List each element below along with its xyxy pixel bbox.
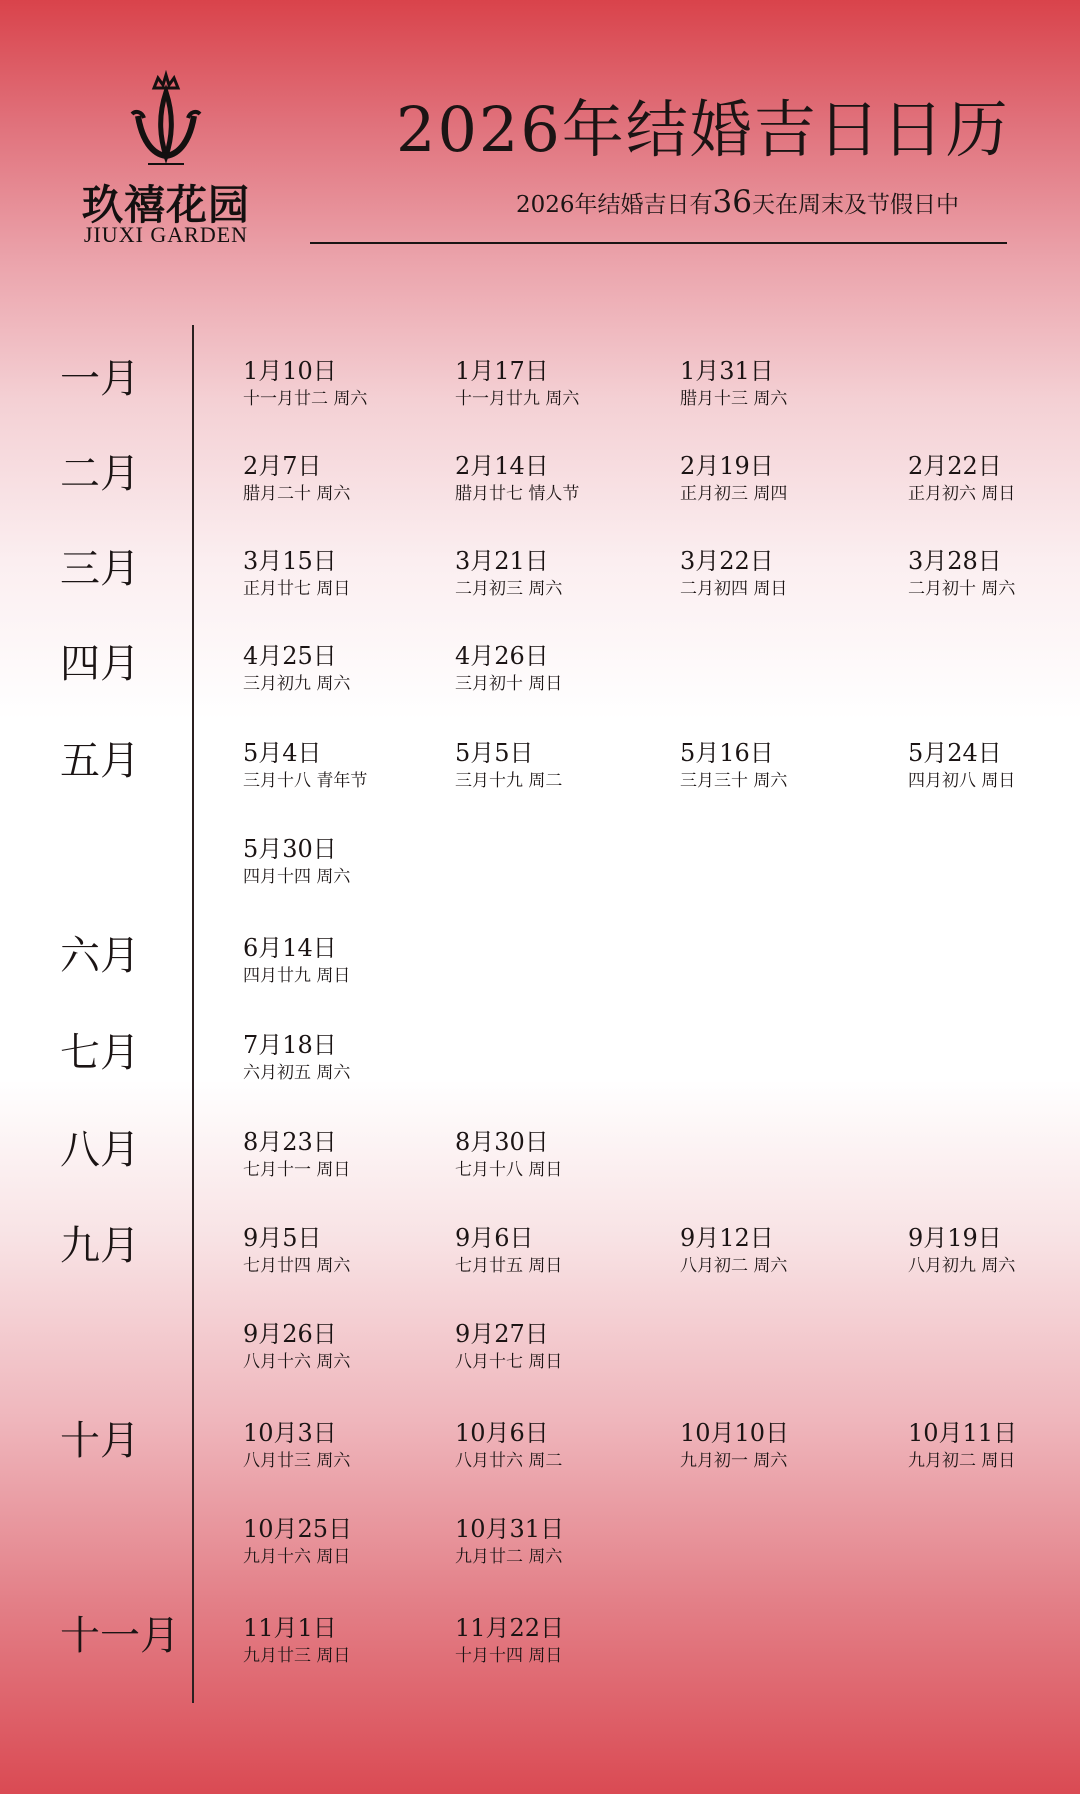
month-label: 五月 — [60, 738, 140, 784]
solar-date: 9月12日 — [680, 1224, 774, 1252]
wedding-date-entry — [455, 1318, 562, 1374]
month-label: 六月 — [60, 933, 140, 979]
month-label: 二月 — [60, 451, 140, 497]
page-subtitle — [516, 184, 959, 220]
wedding-date-entry — [908, 1417, 1017, 1473]
solar-date: 10月10日 — [680, 1419, 790, 1447]
solar-date: 5月4日 — [243, 739, 322, 767]
wedding-date-entry — [243, 1318, 350, 1374]
wedding-date-entry — [243, 450, 350, 506]
wedding-date-entry — [908, 450, 1015, 506]
lunar-date-weekday: 正月初六 周日 — [908, 484, 1016, 504]
solar-date: 5月30日 — [243, 835, 337, 863]
solar-date: 4月26日 — [455, 642, 549, 670]
lunar-date-weekday: 九月廿三 周日 — [243, 1646, 351, 1666]
subtitle-text-before: 2026年结婚吉日有 — [516, 192, 713, 218]
page-title: 2026年结婚吉日日历 — [396, 93, 1010, 166]
lunar-date-weekday: 八月十七 周日 — [455, 1352, 563, 1372]
wedding-date-entry — [908, 545, 1015, 601]
subtitle-count: 36 — [712, 184, 752, 220]
solar-date: 1月31日 — [680, 357, 774, 385]
lunar-date-weekday: 六月初五 周六 — [243, 1063, 351, 1083]
lunar-date-weekday: 七月十一 周日 — [243, 1160, 351, 1180]
solar-date: 3月28日 — [908, 547, 1002, 575]
wedding-date-entry — [455, 1612, 564, 1668]
solar-date: 8月23日 — [243, 1128, 337, 1156]
solar-date: 10月25日 — [243, 1515, 353, 1543]
solar-date: 2月22日 — [908, 452, 1002, 480]
wedding-date-entry — [908, 1222, 1015, 1278]
wedding-date-entry — [455, 1126, 562, 1182]
wedding-date-entry — [243, 1513, 352, 1569]
wedding-date-entry — [680, 450, 787, 506]
lunar-date-weekday: 八月廿六 周二 — [455, 1451, 563, 1471]
solar-date: 9月6日 — [455, 1224, 534, 1252]
solar-date: 3月15日 — [243, 547, 337, 575]
month-label: 一月 — [60, 356, 140, 402]
solar-date: 2月7日 — [243, 452, 322, 480]
wedding-date-entry — [243, 737, 367, 793]
lunar-date-weekday: 腊月二十 周六 — [243, 484, 351, 504]
lunar-date-weekday: 四月廿九 周日 — [243, 966, 351, 986]
solar-date: 1月10日 — [243, 357, 337, 385]
lunar-date-weekday: 七月廿五 周日 — [455, 1256, 563, 1276]
wedding-date-entry — [908, 737, 1015, 793]
wedding-date-entry — [243, 1029, 350, 1085]
lunar-date-weekday: 三月初九 周六 — [243, 674, 351, 694]
month-label: 四月 — [60, 641, 140, 687]
wedding-date-entry — [455, 355, 579, 411]
lunar-date-weekday: 二月初十 周六 — [908, 579, 1016, 599]
solar-date: 9月5日 — [243, 1224, 322, 1252]
solar-date: 2月19日 — [680, 452, 774, 480]
wedding-date-entry — [455, 1222, 562, 1278]
lunar-date-weekday: 八月廿三 周六 — [243, 1451, 351, 1471]
solar-date: 10月11日 — [908, 1419, 1018, 1447]
wedding-date-entry — [455, 1513, 564, 1569]
solar-date: 6月14日 — [243, 934, 337, 962]
lunar-date-weekday: 九月初二 周日 — [908, 1451, 1016, 1471]
lunar-date-weekday: 七月十八 周日 — [455, 1160, 563, 1180]
wedding-date-entry — [243, 1417, 350, 1473]
lunar-date-weekday: 八月十六 周六 — [243, 1352, 351, 1372]
lunar-date-weekday: 十一月廿九 周六 — [455, 389, 580, 409]
lunar-date-weekday: 二月初四 周日 — [680, 579, 788, 599]
lunar-date-weekday: 正月廿七 周日 — [243, 579, 351, 599]
lunar-date-weekday: 腊月十三 周六 — [680, 389, 788, 409]
wedding-date-entry — [680, 545, 787, 601]
wedding-date-entry — [243, 640, 350, 696]
lunar-date-weekday: 七月廿四 周六 — [243, 1256, 351, 1276]
solar-date: 7月18日 — [243, 1031, 337, 1059]
solar-date: 9月27日 — [455, 1320, 549, 1348]
solar-date: 1月17日 — [455, 357, 549, 385]
brand-logo — [66, 70, 266, 250]
solar-date: 11月1日 — [243, 1614, 337, 1642]
month-label: 十一月 — [60, 1613, 180, 1659]
lunar-date-weekday: 九月廿二 周六 — [455, 1547, 563, 1567]
wedding-date-entry — [243, 355, 367, 411]
lunar-date-weekday: 正月初三 周四 — [680, 484, 788, 504]
solar-date: 5月5日 — [455, 739, 534, 767]
lunar-date-weekday: 腊月廿七 情人节 — [455, 484, 580, 504]
wedding-date-entry — [243, 1612, 350, 1668]
lunar-date-weekday: 八月初九 周六 — [908, 1256, 1016, 1276]
month-label: 七月 — [60, 1030, 140, 1076]
lunar-date-weekday: 三月三十 周六 — [680, 771, 788, 791]
wedding-date-entry — [680, 355, 787, 411]
lunar-date-weekday: 十月十四 周日 — [455, 1646, 563, 1666]
wedding-date-entry — [455, 1417, 562, 1473]
month-label: 十月 — [60, 1418, 140, 1464]
wedding-date-entry — [680, 1222, 787, 1278]
crown-tulip-icon — [130, 70, 202, 170]
wedding-date-entry — [680, 737, 787, 793]
wedding-date-entry — [243, 545, 350, 601]
lunar-date-weekday: 八月初二 周六 — [680, 1256, 788, 1276]
header-divider — [310, 242, 1007, 244]
brand-name-cn: 玖禧花园 — [82, 181, 250, 229]
month-label: 八月 — [60, 1127, 140, 1173]
wedding-date-entry — [455, 640, 562, 696]
wedding-date-entry — [455, 545, 562, 601]
wedding-date-entry — [243, 1126, 350, 1182]
solar-date: 11月22日 — [455, 1614, 565, 1642]
solar-date: 10月31日 — [455, 1515, 565, 1543]
lunar-date-weekday: 九月初一 周六 — [680, 1451, 788, 1471]
solar-date: 9月19日 — [908, 1224, 1002, 1252]
lunar-date-weekday: 三月十九 周二 — [455, 771, 563, 791]
solar-date: 10月3日 — [243, 1419, 337, 1447]
lunar-date-weekday: 九月十六 周日 — [243, 1547, 351, 1567]
solar-date: 10月6日 — [455, 1419, 549, 1447]
solar-date: 5月16日 — [680, 739, 774, 767]
brand-name-en: JIUXI GARDEN — [83, 222, 249, 247]
solar-date: 8月30日 — [455, 1128, 549, 1156]
lunar-date-weekday: 三月初十 周日 — [455, 674, 563, 694]
solar-date: 9月26日 — [243, 1320, 337, 1348]
subtitle-text-after: 天在周末及节假日中 — [752, 192, 959, 218]
solar-date: 3月21日 — [455, 547, 549, 575]
lunar-date-weekday: 三月十八 青年节 — [243, 771, 368, 791]
month-label: 九月 — [60, 1223, 140, 1269]
wedding-date-entry — [243, 932, 350, 988]
month-column-divider — [192, 325, 194, 1703]
wedding-date-entry — [243, 1222, 350, 1278]
solar-date: 3月22日 — [680, 547, 774, 575]
lunar-date-weekday: 四月十四 周六 — [243, 867, 351, 887]
wedding-date-entry — [455, 450, 579, 506]
solar-date: 4月25日 — [243, 642, 337, 670]
lunar-date-weekday: 二月初三 周六 — [455, 579, 563, 599]
lunar-date-weekday: 十一月廿二 周六 — [243, 389, 368, 409]
wedding-date-entry — [455, 737, 562, 793]
solar-date: 5月24日 — [908, 739, 1002, 767]
lunar-date-weekday: 四月初八 周日 — [908, 771, 1016, 791]
wedding-date-entry — [243, 833, 350, 889]
month-label: 三月 — [60, 546, 140, 592]
solar-date: 2月14日 — [455, 452, 549, 480]
wedding-date-entry — [680, 1417, 789, 1473]
